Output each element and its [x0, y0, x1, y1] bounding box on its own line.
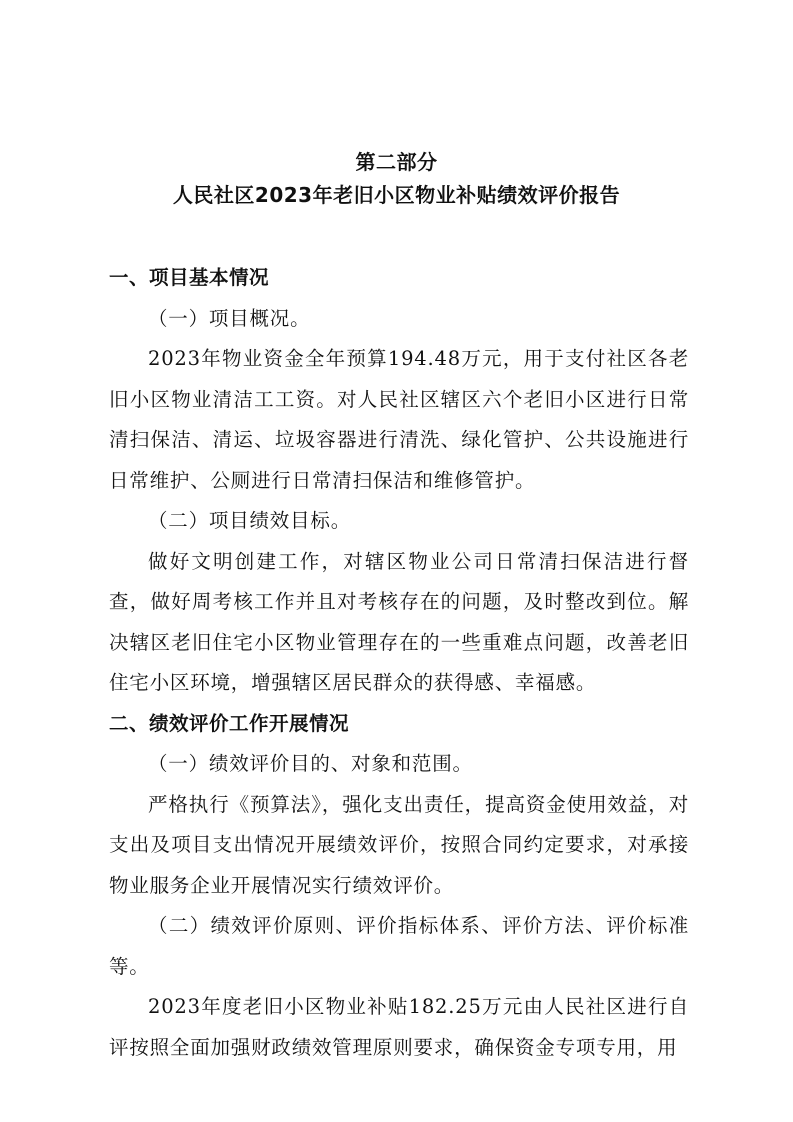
report-body — [109, 258, 689, 1068]
paragraph: 2023年度老旧小区物业补贴182.25万元由人民社区进行自评按照全面加强财政绩效管理原则要求，确保资金专项专用，用 — [109, 995, 689, 1059]
paragraph: 做好文明创建工作，对辖区物业公司日常清扫保洁进行督查，做好周考核工作并且对考核存在的问题，及时整改到位。解决辖区老旧住宅小区物业管理存在的一些重难点问题，改善老旧住宅小区环境，增强辖区居民群众的获得感、幸福感。 — [109, 549, 689, 694]
report-title: 人民社区2023年老旧小区物业补贴绩效评价报告 — [172, 183, 621, 207]
part-title: 第二部分 — [355, 150, 438, 174]
subsection-heading: （一）项目概况。 — [148, 306, 311, 330]
section-heading: 一、项目基本情况 — [109, 266, 270, 289]
subsection-heading: （二）绩效评价原则、评价指标体系、评价方法、评价标准等。 — [109, 914, 689, 978]
section-heading: 二、绩效评价工作开展情况 — [109, 711, 350, 735]
paragraph: 严格执行《预算法》，强化支出责任，提高资金使用效益，对支出及项目支出情况开展绩效评价，按照合同约定要求，对承接物业服务企业开展情况实行绩效评价。 — [109, 792, 689, 897]
paragraph: 2023年物业资金全年预算194.48万元，用于支付社区各老旧小区物业清洁工工资。对人民社区辖区六个老旧小区进行日常清扫保洁、清运、垃圾容器进行清洗、绿化管护、公共设施进行日常维护、公厕进行日常清扫保洁和维修管护。 — [109, 347, 689, 492]
subsection-heading: （二）项目绩效目标。 — [148, 509, 352, 532]
subsection-heading: （一）绩效评价目的、对象和范围。 — [148, 752, 473, 775]
title-block — [0, 146, 793, 212]
